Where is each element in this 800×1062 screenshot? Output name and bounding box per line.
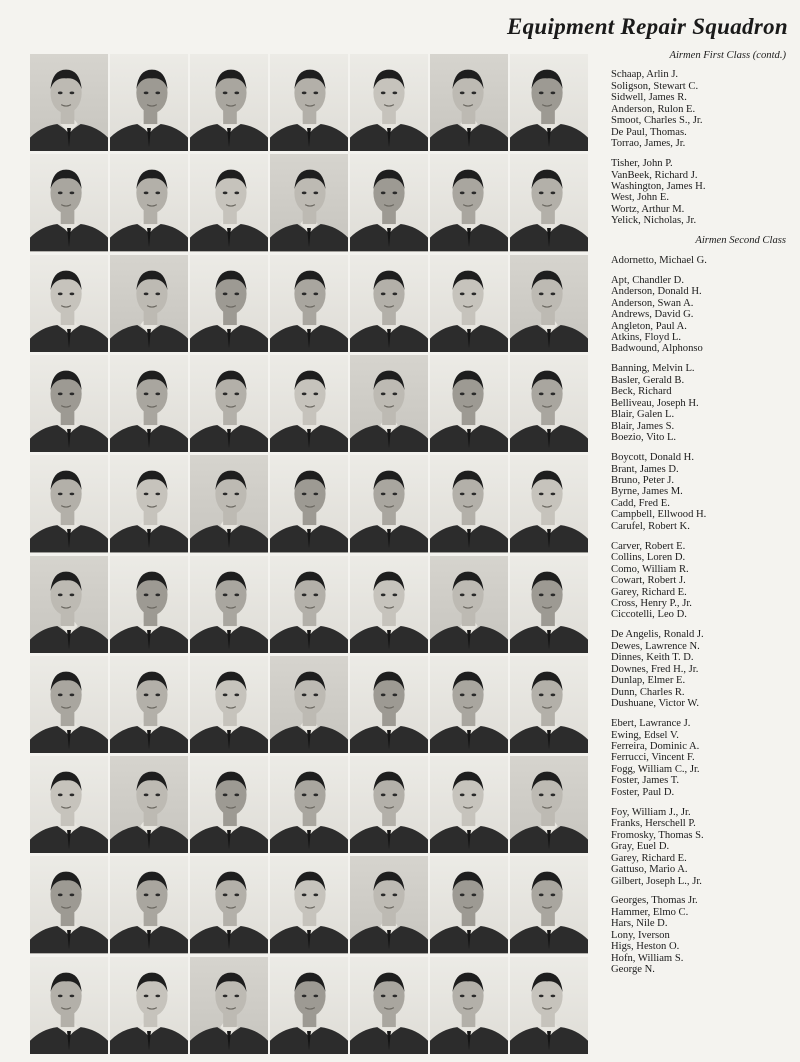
roster-name: Collins, Loren D. [611, 552, 686, 564]
airman-portrait [190, 355, 268, 452]
name-block [611, 363, 796, 443]
name-block [611, 255, 796, 266]
airman-portrait [510, 656, 588, 753]
airman-portrait [190, 556, 268, 653]
airman-portrait [30, 455, 108, 552]
airman-portrait [350, 856, 428, 953]
roster-name: Ciccotelli, Leo D. [611, 609, 687, 621]
roster-name: De Angelis, Ronald J. [611, 629, 704, 641]
airman-portrait [510, 54, 588, 151]
roster-name: Wortz, Arthur M. [611, 203, 685, 215]
roster-name: Smoot, Charles S., Jr. [611, 115, 703, 127]
roster-name: Angleton, Paul A. [611, 320, 687, 332]
airman-portrait [110, 756, 188, 853]
roster-name: Como, William R. [611, 563, 689, 575]
roster-name: Cowart, Robert J. [611, 575, 686, 587]
roster-name: Belliveau, Joseph H. [611, 397, 699, 409]
airman-portrait [270, 656, 348, 753]
airman-portrait [510, 154, 588, 251]
airman-portrait [270, 154, 348, 251]
airman-portrait [30, 255, 108, 352]
roster-name: Ferrucci, Vincent F. [611, 752, 695, 764]
roster-name: Foy, William J., Jr. [611, 806, 691, 818]
roster-name: Foster, James T. [611, 775, 680, 787]
airman-portrait [110, 957, 188, 1054]
roster-name: Hofn, William S. [611, 952, 684, 964]
airman-portrait [190, 756, 268, 853]
airman-portrait [430, 856, 508, 953]
roster-name: Gray, Euel D. [611, 841, 670, 853]
airman-portrait [30, 154, 108, 251]
roster-name: Higs, Heston O. [611, 941, 680, 953]
roster-name: Campbell, Ellwood H. [611, 509, 707, 521]
airman-portrait [510, 556, 588, 653]
airman-portrait [430, 656, 508, 753]
roster-name: Ferreira, Dominic A. [611, 741, 700, 753]
roster-name: Badwound, Alphonso [611, 343, 703, 355]
roster-name: Hars, Nile D. [611, 918, 668, 930]
roster-name: Carufel, Robert K. [611, 520, 690, 532]
roster-name: Anderson, Rulon E. [611, 103, 696, 115]
roster-name: Dinnes, Keith T. D. [611, 652, 694, 664]
airman-portrait [110, 54, 188, 151]
section-heading-airmen-first-class: Airmen First Class (contd.) [669, 50, 786, 61]
roster-name: Banning, Melvin L. [611, 363, 695, 375]
roster-name: Beck, Richard [611, 386, 672, 398]
airman-portrait [190, 54, 268, 151]
airman-portrait [270, 756, 348, 853]
roster-name: George N. [611, 964, 655, 976]
name-block [611, 718, 796, 798]
roster-name: Dushuane, Victor W. [611, 698, 700, 710]
airman-portrait [350, 154, 428, 251]
airman-portrait [510, 455, 588, 552]
roster-name: Byrne, James M. [611, 486, 683, 498]
roster-name: Soligson, Stewart C. [611, 80, 699, 92]
roster-name: Apt, Chandler D. [611, 274, 684, 286]
airman-portrait [350, 656, 428, 753]
airman-portrait [270, 556, 348, 653]
airman-portrait [270, 455, 348, 552]
roster-name: Ebert, Lawrance J. [611, 718, 691, 730]
airman-portrait [110, 154, 188, 251]
name-block [611, 158, 796, 227]
roster-name: Anderson, Donald H. [611, 286, 702, 298]
airman-portrait [350, 556, 428, 653]
roster-name: Franks, Herschell P. [611, 818, 696, 830]
roster-name: Dunlap, Elmer E. [611, 675, 686, 687]
airman-portrait [30, 556, 108, 653]
airman-portrait [30, 355, 108, 452]
airman-portrait [350, 255, 428, 352]
airman-portrait [190, 455, 268, 552]
portrait-grid [30, 54, 588, 1054]
name-block [611, 807, 796, 887]
roster-name: Cadd, Fred E. [611, 497, 670, 509]
name-block [611, 541, 796, 621]
airman-portrait [110, 556, 188, 653]
roster-name: Lony, Iverson [611, 929, 670, 941]
airman-portrait [430, 255, 508, 352]
roster-name: Basler, Gerald B. [611, 374, 685, 386]
roster-name: Torrao, James, Jr. [611, 138, 686, 150]
airman-portrait [510, 856, 588, 953]
airman-portrait [30, 54, 108, 151]
airman-portrait [110, 355, 188, 452]
name-block [611, 452, 796, 532]
airman-portrait [190, 856, 268, 953]
airman-portrait [430, 355, 508, 452]
name-block [611, 895, 796, 975]
airman-portrait [190, 656, 268, 753]
roster-name: Boezio, Vito L. [611, 432, 677, 444]
roster-name: Carver, Robert E. [611, 540, 686, 552]
airman-portrait [350, 54, 428, 151]
roster-name: Garey, Richard E. [611, 852, 687, 864]
airman-portrait [270, 255, 348, 352]
roster-name: Tisher, John P. [611, 158, 673, 170]
roster-name: Blair, Galen L. [611, 409, 675, 421]
airman-portrait [510, 957, 588, 1054]
airman-portrait [350, 957, 428, 1054]
airman-portrait [30, 756, 108, 853]
airman-portrait [30, 656, 108, 753]
airman-portrait [110, 856, 188, 953]
airman-portrait [350, 756, 428, 853]
roster-name: Hammer, Elmo C. [611, 906, 689, 918]
roster-name: Garey, Richard E. [611, 586, 687, 598]
airman-portrait [430, 556, 508, 653]
airman-portrait [430, 756, 508, 853]
roster-name: Ewing, Edsel V. [611, 729, 679, 741]
roster-name: Gilbert, Joseph L., Jr. [611, 875, 702, 887]
roster-name: Foster, Paul D. [611, 786, 675, 798]
airman-portrait [430, 54, 508, 151]
name-block [611, 629, 796, 709]
roster-name: Adornetto, Michael G. [611, 254, 707, 266]
roster-name: Boycott, Donald H. [611, 452, 694, 464]
airman-portrait [190, 957, 268, 1054]
roster-name: VanBeek, Richard J. [611, 169, 698, 181]
roster-name: Bruno, Peter J. [611, 475, 674, 486]
roster-name: Georges, Thomas Jr. [611, 895, 698, 907]
page-title: Equipment Repair Squadron [506, 14, 788, 39]
airman-portrait [190, 255, 268, 352]
section-heading-airmen-second-class: Airmen Second Class [695, 235, 786, 247]
roster-name: Dewes, Lawrence N. [611, 640, 700, 652]
name-block [611, 275, 796, 355]
airman-portrait [110, 255, 188, 352]
roster-name: Cross, Henry P., Jr. [611, 598, 692, 610]
airman-portrait [270, 355, 348, 452]
airman-portrait [270, 957, 348, 1054]
airman-portrait [190, 154, 268, 251]
airman-portrait [30, 957, 108, 1054]
roster-name: Dunn, Charles R. [611, 686, 685, 698]
roster-name: Brant, James D. [611, 463, 679, 475]
airman-portrait [110, 455, 188, 552]
roster-name: Downes, Fred H., Jr. [611, 663, 699, 675]
roster-name: Fogg, William C., Jr. [611, 763, 700, 775]
airman-portrait [350, 455, 428, 552]
airman-portrait [510, 255, 588, 352]
roster-name: Schaap, Arlin J. [611, 69, 679, 81]
roster-name: Andrews, David G. [611, 309, 694, 321]
roster-name: Atkins, Floyd L. [611, 332, 682, 344]
roster-name: Sidwell, James R. [611, 92, 687, 104]
roster-name: Gattuso, Mario A. [611, 864, 688, 876]
airman-portrait [430, 154, 508, 251]
name-roster [611, 50, 796, 984]
name-block [611, 69, 796, 149]
airman-portrait [110, 656, 188, 753]
roster-name: Blair, James S. [611, 420, 675, 432]
roster-name: Washington, James H. [611, 181, 706, 193]
roster-name: De Paul, Thomas. [611, 126, 687, 138]
roster-name: Yelick, Nicholas, Jr. [611, 215, 697, 227]
airman-portrait [430, 455, 508, 552]
airman-portrait [270, 54, 348, 151]
roster-name: West, John E. [611, 192, 669, 204]
airman-portrait [30, 856, 108, 953]
airman-portrait [430, 957, 508, 1054]
roster-name: Anderson, Swan A. [611, 297, 694, 309]
airman-portrait [350, 355, 428, 452]
airman-portrait [510, 355, 588, 452]
airman-portrait [510, 756, 588, 853]
airman-portrait [270, 856, 348, 953]
roster-name: Fromosky, Thomas S. [611, 829, 704, 841]
